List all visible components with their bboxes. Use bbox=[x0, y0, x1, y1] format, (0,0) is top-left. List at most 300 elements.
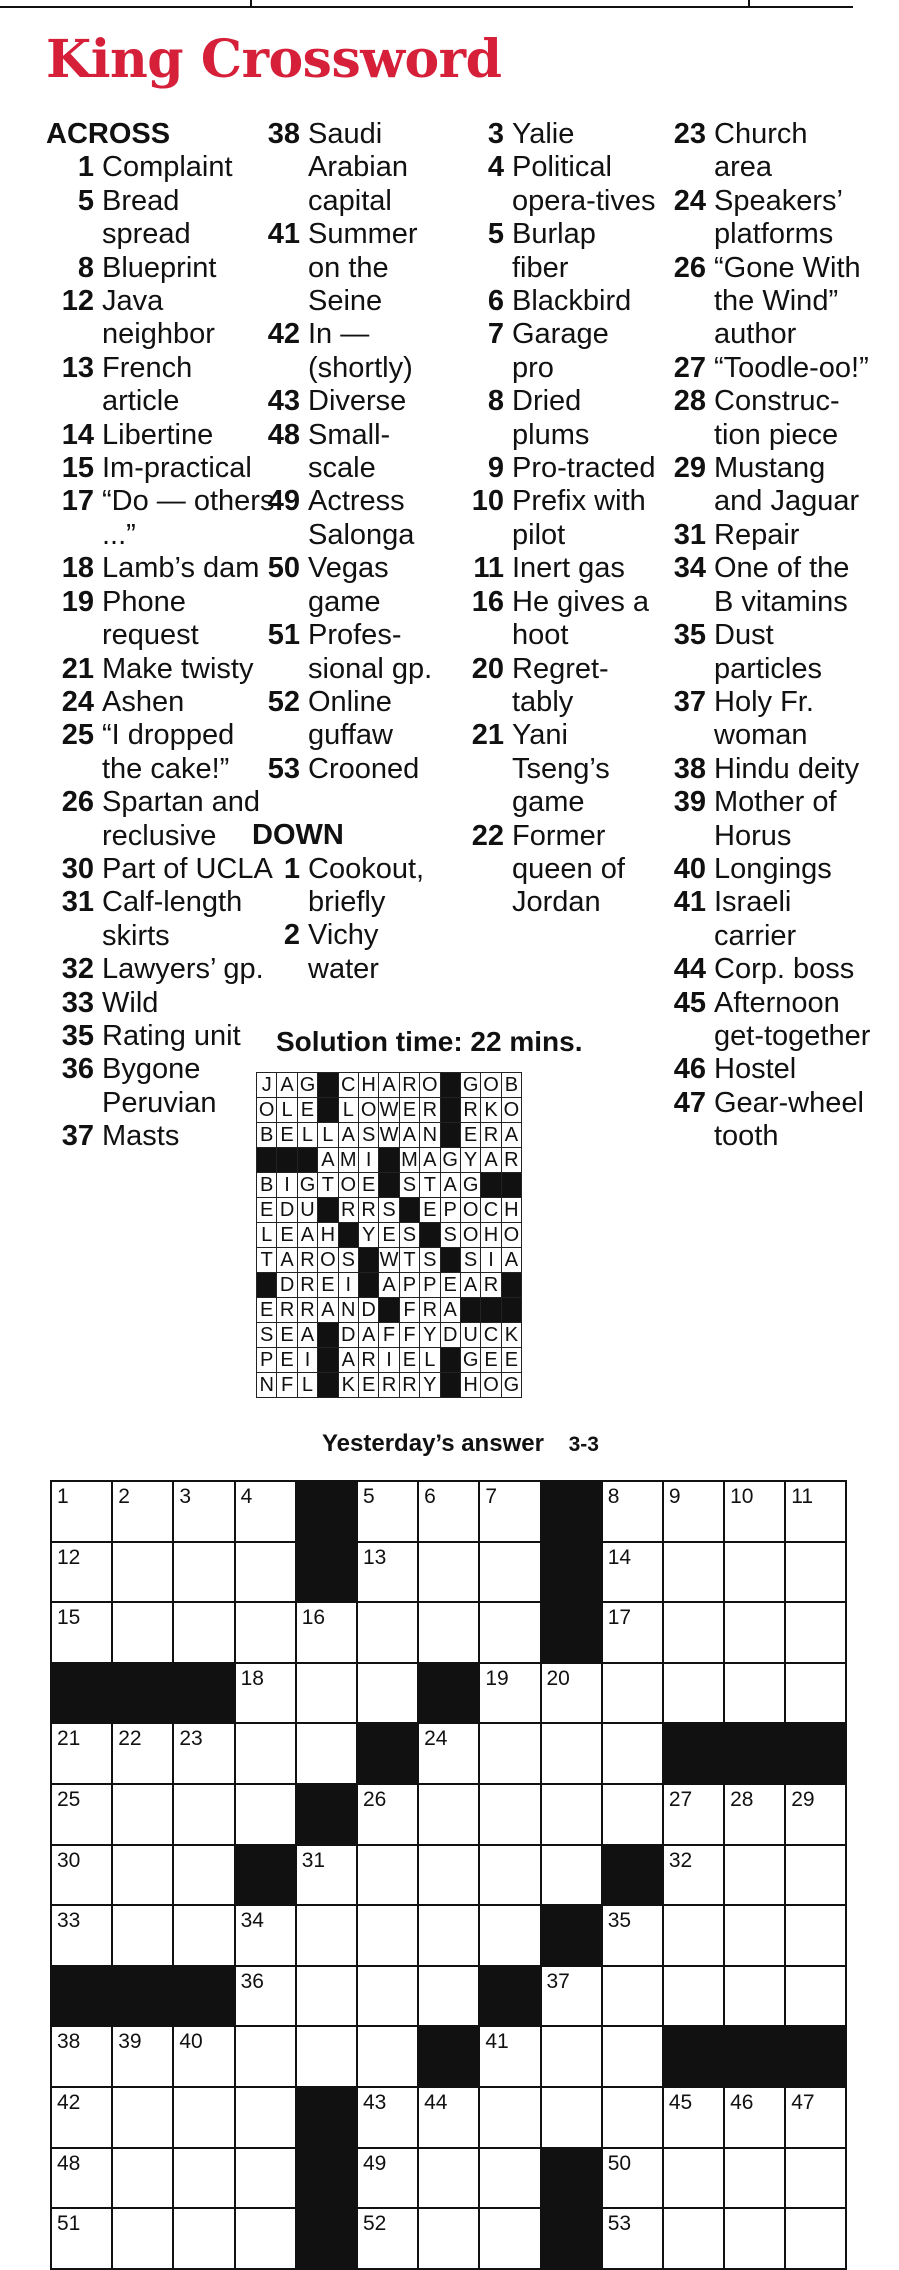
clue-number: 31 bbox=[673, 518, 706, 551]
clue-number: 52 bbox=[267, 685, 300, 718]
answer-letter-cell: I bbox=[338, 1273, 358, 1298]
grid-cell[interactable] bbox=[418, 1905, 479, 1966]
clue-text: “Do — others ...” bbox=[102, 485, 275, 551]
grid-cell[interactable] bbox=[235, 1966, 296, 2027]
answer-letter-cell: W bbox=[379, 1099, 399, 1121]
answer-letter-cell: R bbox=[338, 1198, 358, 1223]
grid-cell[interactable] bbox=[785, 2208, 846, 2269]
grid-cell[interactable] bbox=[602, 2208, 663, 2269]
grid-cell[interactable] bbox=[296, 1663, 357, 1724]
grid-black-cell bbox=[663, 2026, 724, 2087]
grid-cell[interactable] bbox=[173, 2026, 234, 2087]
grid-cell[interactable] bbox=[724, 1966, 785, 2027]
clue-item bbox=[46, 252, 276, 285]
clue-number: 46 bbox=[673, 1053, 706, 1086]
clue-text: Java neighbor bbox=[102, 285, 215, 351]
answer-black-cell bbox=[460, 1298, 480, 1323]
clue-text: Yalie bbox=[512, 118, 575, 150]
grid-cell[interactable] bbox=[602, 1542, 663, 1603]
grid-cell[interactable] bbox=[602, 1723, 663, 1784]
clue-number: 44 bbox=[673, 953, 706, 986]
cell-number: 52 bbox=[362, 2212, 387, 2236]
cell-number: 48 bbox=[57, 2151, 81, 2175]
grid-cell[interactable] bbox=[479, 2148, 540, 2209]
cell-number: 53 bbox=[607, 2212, 632, 2236]
clue-item bbox=[658, 987, 873, 1054]
grid-cell[interactable] bbox=[173, 1905, 234, 1966]
clue-item bbox=[456, 385, 656, 452]
grid-cell[interactable] bbox=[173, 1542, 234, 1603]
grid-cell[interactable] bbox=[173, 2087, 234, 2148]
grid-cell[interactable] bbox=[541, 2026, 602, 2087]
grid-cell[interactable] bbox=[663, 1966, 724, 2027]
grid-cell[interactable] bbox=[479, 2087, 540, 2148]
grid-cell[interactable] bbox=[541, 1663, 602, 1724]
answer-letter-cell: S bbox=[338, 1248, 358, 1273]
answer-letter-cell: A bbox=[318, 1148, 338, 1173]
answer-black-cell bbox=[318, 1323, 338, 1348]
clue-text: Make twisty bbox=[102, 652, 254, 685]
grid-cell[interactable] bbox=[541, 1966, 602, 2027]
grid-cell[interactable] bbox=[112, 1845, 173, 1906]
clue-text: Prefix with pilot bbox=[512, 485, 646, 551]
grid-cell[interactable] bbox=[235, 1663, 296, 1724]
grid-cell[interactable] bbox=[724, 2087, 785, 2148]
answer-letter-cell: A bbox=[379, 1273, 399, 1298]
clue-text: Regret-tably bbox=[512, 652, 609, 718]
grid-cell[interactable] bbox=[724, 1481, 785, 1542]
clue-number: 26 bbox=[673, 251, 706, 284]
clue-text: Blackbird bbox=[512, 285, 632, 318]
answer-letter-cell: S bbox=[358, 1123, 378, 1148]
clue-number: 29 bbox=[673, 452, 706, 485]
grid-cell[interactable] bbox=[418, 1723, 479, 1784]
grid-cell[interactable] bbox=[296, 1845, 357, 1906]
clue-item bbox=[252, 753, 452, 786]
answer-letter-cell: O bbox=[338, 1173, 358, 1198]
grid-cell[interactable] bbox=[785, 1784, 846, 1845]
clue-text: Church area bbox=[714, 118, 808, 184]
answer-letter-cell: H bbox=[460, 1373, 480, 1398]
cell-number: 36 bbox=[240, 1969, 264, 1993]
grid-black-cell bbox=[541, 1542, 602, 1603]
clue-text: Former queen of Jordan bbox=[512, 819, 625, 919]
grid-cell[interactable] bbox=[112, 2148, 173, 2209]
grid-cell[interactable] bbox=[602, 1966, 663, 2027]
grid-cell[interactable] bbox=[541, 2087, 602, 2148]
answer-letter-cell: S bbox=[420, 1248, 440, 1273]
answer-letter-cell: T bbox=[257, 1248, 277, 1273]
clue-item bbox=[658, 452, 873, 519]
answer-black-cell bbox=[440, 1123, 460, 1148]
answer-letter-cell: L bbox=[338, 1098, 358, 1123]
grid-cell[interactable] bbox=[51, 1784, 112, 1845]
clues-column-3 bbox=[456, 118, 656, 920]
grid-black-cell bbox=[663, 1723, 724, 1784]
clue-item bbox=[46, 419, 276, 452]
grid-black-cell bbox=[724, 2026, 785, 2087]
grid-cell[interactable] bbox=[173, 1845, 234, 1906]
grid-cell[interactable] bbox=[785, 1966, 846, 2027]
answer-letter-cell: S bbox=[460, 1248, 480, 1273]
cell-number: 17 bbox=[607, 1606, 632, 1630]
grid-cell[interactable] bbox=[479, 1905, 540, 1966]
answer-letter-cell: E bbox=[277, 1348, 297, 1373]
grid-cell[interactable] bbox=[785, 2087, 846, 2148]
grid-cell[interactable] bbox=[602, 1905, 663, 1966]
clue-number: 17 bbox=[61, 485, 94, 518]
answer-black-cell bbox=[501, 1273, 521, 1298]
answer-letter-cell: H bbox=[358, 1073, 378, 1098]
clue-text: Rating unit bbox=[102, 1019, 241, 1052]
grid-cell[interactable] bbox=[51, 1542, 112, 1603]
grid-cell[interactable] bbox=[663, 1542, 724, 1603]
grid-cell[interactable] bbox=[785, 1845, 846, 1906]
cell-number: 6 bbox=[424, 1485, 436, 1508]
grid-cell[interactable] bbox=[112, 2208, 173, 2269]
cell-number: 32 bbox=[668, 1848, 693, 1872]
answer-letter-cell: C bbox=[481, 1323, 501, 1348]
grid-cell[interactable] bbox=[785, 1481, 846, 1542]
grid-cell[interactable] bbox=[724, 2208, 785, 2269]
answer-letter-cell: A bbox=[358, 1323, 378, 1348]
grid-row bbox=[51, 2148, 846, 2209]
grid-cell[interactable] bbox=[51, 1905, 112, 1966]
grid-cell[interactable] bbox=[724, 1845, 785, 1906]
grid-cell[interactable] bbox=[235, 2087, 296, 2148]
answer-letter-cell: D bbox=[358, 1298, 378, 1323]
answer-letter-cell: Y bbox=[460, 1148, 480, 1173]
grid-black-cell bbox=[51, 1663, 112, 1724]
clue-item bbox=[46, 452, 276, 485]
answer-letter-cell: M bbox=[339, 1149, 357, 1171]
grid-row bbox=[51, 2208, 846, 2269]
clue-item bbox=[46, 185, 276, 252]
answer-black-cell bbox=[297, 1148, 317, 1173]
answer-letter-cell: A bbox=[440, 1298, 460, 1323]
cell-number: 28 bbox=[730, 1787, 754, 1811]
grid-cell[interactable] bbox=[235, 1905, 296, 1966]
answer-letter-cell: A bbox=[338, 1348, 358, 1373]
grid-cell[interactable] bbox=[479, 1542, 540, 1603]
grid-cell[interactable] bbox=[357, 1481, 418, 1542]
grid-cell[interactable] bbox=[602, 2087, 663, 2148]
answer-black-cell bbox=[379, 1148, 399, 1173]
answer-letter-cell: F bbox=[399, 1298, 419, 1323]
clue-number: 27 bbox=[673, 351, 706, 384]
grid-cell[interactable] bbox=[112, 1905, 173, 1966]
grid-cell[interactable] bbox=[418, 1542, 479, 1603]
grid-row bbox=[51, 1784, 846, 1845]
grid-cell[interactable] bbox=[724, 1905, 785, 1966]
clue-item bbox=[46, 987, 276, 1020]
grid-cell[interactable] bbox=[173, 1481, 234, 1542]
grid-cell[interactable] bbox=[296, 2026, 357, 2087]
grid-cell[interactable] bbox=[357, 1905, 418, 1966]
answer-letter-cell: A bbox=[318, 1298, 338, 1323]
answer-row bbox=[257, 1248, 522, 1273]
answer-black-cell bbox=[481, 1298, 501, 1323]
clue-item bbox=[456, 586, 656, 653]
answer-letter-cell: L bbox=[318, 1123, 338, 1148]
grid-cell[interactable] bbox=[296, 1905, 357, 1966]
grid-cell[interactable] bbox=[51, 2208, 112, 2269]
clue-text: Hindu deity bbox=[714, 752, 860, 785]
grid-cell[interactable] bbox=[418, 2208, 479, 2269]
grid-row bbox=[51, 1845, 846, 1906]
grid-cell[interactable] bbox=[418, 2087, 479, 2148]
grid-cell[interactable] bbox=[418, 1481, 479, 1542]
answer-letter-cell: A bbox=[399, 1123, 419, 1148]
answer-letter-cell: W bbox=[379, 1124, 399, 1146]
answer-row bbox=[257, 1098, 522, 1123]
grid-cell[interactable] bbox=[112, 2026, 173, 2087]
cell-number: 41 bbox=[485, 2030, 509, 2054]
cell-number: 24 bbox=[424, 1727, 448, 1751]
answer-black-cell bbox=[358, 1273, 378, 1298]
grid-cell[interactable] bbox=[541, 1845, 602, 1906]
grid-cell[interactable] bbox=[479, 2208, 540, 2269]
answer-letter-cell: A bbox=[501, 1123, 521, 1148]
answer-letter-cell: G bbox=[297, 1073, 317, 1098]
clue-text: Profes-sional gp. bbox=[308, 619, 433, 685]
grid-cell[interactable] bbox=[235, 2148, 296, 2209]
grid-cell[interactable] bbox=[357, 1845, 418, 1906]
grid-cell[interactable] bbox=[357, 2208, 418, 2269]
grid-cell[interactable] bbox=[602, 2026, 663, 2087]
grid-cell[interactable] bbox=[418, 1966, 479, 2027]
clue-number: 26 bbox=[61, 786, 94, 819]
grid-cell[interactable] bbox=[357, 2087, 418, 2148]
grid-cell[interactable] bbox=[173, 2208, 234, 2269]
grid-cell[interactable] bbox=[235, 1481, 296, 1542]
clue-item bbox=[658, 853, 873, 886]
grid-cell[interactable] bbox=[663, 1784, 724, 1845]
grid-cell[interactable] bbox=[357, 1602, 418, 1663]
clue-item bbox=[252, 118, 452, 218]
grid-cell[interactable] bbox=[663, 1845, 724, 1906]
grid-cell[interactable] bbox=[663, 1602, 724, 1663]
answer-letter-cell: N bbox=[338, 1298, 358, 1323]
grid-cell[interactable] bbox=[785, 1602, 846, 1663]
grid-cell[interactable] bbox=[235, 1784, 296, 1845]
grid-cell[interactable] bbox=[602, 1663, 663, 1724]
clue-item bbox=[46, 719, 276, 786]
answer-letter-cell: G bbox=[440, 1148, 460, 1173]
grid-cell[interactable] bbox=[173, 2148, 234, 2209]
grid-cell[interactable] bbox=[724, 1602, 785, 1663]
answer-letter-cell: O bbox=[358, 1098, 378, 1123]
clue-number: 33 bbox=[61, 986, 94, 1019]
clue-text: Bread spread bbox=[102, 184, 191, 251]
grid-cell[interactable] bbox=[479, 1784, 540, 1845]
grid-cell[interactable] bbox=[51, 1723, 112, 1784]
grid-cell[interactable] bbox=[357, 1966, 418, 2027]
answer-letter-cell: N bbox=[420, 1123, 440, 1148]
cell-number: 42 bbox=[57, 2090, 81, 2114]
grid-cell[interactable] bbox=[602, 1481, 663, 1542]
grid-cell[interactable] bbox=[724, 1784, 785, 1845]
grid-cell[interactable] bbox=[479, 1663, 540, 1724]
grid-cell[interactable] bbox=[724, 1542, 785, 1603]
grid-cell[interactable] bbox=[663, 1905, 724, 1966]
grid-cell[interactable] bbox=[51, 1481, 112, 1542]
clue-number: 50 bbox=[267, 552, 300, 585]
grid-cell[interactable] bbox=[479, 2026, 540, 2087]
answer-letter-cell: U bbox=[460, 1323, 480, 1348]
grid-cell[interactable] bbox=[418, 1602, 479, 1663]
grid-cell[interactable] bbox=[357, 2148, 418, 2209]
grid-cell[interactable] bbox=[724, 2148, 785, 2209]
answer-letter-cell: L bbox=[297, 1123, 317, 1148]
clue-text: Ashen bbox=[102, 685, 185, 718]
clue-number: 14 bbox=[61, 418, 94, 451]
cell-number: 31 bbox=[301, 1848, 326, 1872]
clue-text: “I dropped the cake!” bbox=[102, 719, 235, 785]
cell-number: 13 bbox=[362, 1545, 387, 1569]
grid-cell[interactable] bbox=[541, 1784, 602, 1845]
grid-cell[interactable] bbox=[51, 2087, 112, 2148]
grid-cell[interactable] bbox=[235, 1723, 296, 1784]
grid-cell[interactable] bbox=[663, 2087, 724, 2148]
clue-number: 47 bbox=[673, 1086, 706, 1119]
grid-cell[interactable] bbox=[785, 1905, 846, 1966]
grid-cell[interactable] bbox=[602, 2148, 663, 2209]
answer-letter-cell: O bbox=[501, 1223, 521, 1248]
top-rule-tick bbox=[748, 0, 750, 6]
answer-row bbox=[257, 1273, 522, 1298]
clue-item bbox=[252, 619, 452, 686]
clue-text: Dust particles bbox=[714, 619, 822, 685]
clue-item bbox=[658, 1053, 873, 1086]
grid-cell[interactable] bbox=[112, 1784, 173, 1845]
grid-cell[interactable] bbox=[173, 1602, 234, 1663]
grid-cell[interactable] bbox=[479, 1481, 540, 1542]
clue-number: 48 bbox=[267, 418, 300, 451]
answer-letter-cell: U bbox=[297, 1198, 317, 1223]
grid-cell[interactable] bbox=[663, 1481, 724, 1542]
answer-letter-cell: R bbox=[501, 1148, 521, 1173]
grid-cell[interactable] bbox=[479, 1845, 540, 1906]
grid-cell[interactable] bbox=[785, 2148, 846, 2209]
clue-text: Inert gas bbox=[512, 552, 625, 585]
grid-black-cell bbox=[296, 1481, 357, 1542]
grid-cell[interactable] bbox=[112, 1542, 173, 1603]
grid-black-cell bbox=[418, 2026, 479, 2087]
grid-cell[interactable] bbox=[235, 1542, 296, 1603]
answer-letter-cell: J bbox=[257, 1073, 277, 1098]
grid-cell[interactable] bbox=[357, 1663, 418, 1724]
grid-cell[interactable] bbox=[51, 1845, 112, 1906]
answer-letter-cell: I bbox=[481, 1248, 501, 1273]
grid-cell[interactable] bbox=[602, 1784, 663, 1845]
grid-cell[interactable] bbox=[724, 1663, 785, 1724]
grid-cell[interactable] bbox=[418, 1784, 479, 1845]
answer-letter-cell: E bbox=[481, 1348, 501, 1373]
grid-cell[interactable] bbox=[235, 1602, 296, 1663]
grid-cell[interactable] bbox=[173, 1784, 234, 1845]
grid-cell[interactable] bbox=[418, 2148, 479, 2209]
clue-text: Cookout, briefly bbox=[308, 852, 425, 918]
answer-letter-cell: G bbox=[460, 1073, 480, 1098]
grid-row bbox=[51, 2087, 846, 2148]
grid-black-cell bbox=[541, 1905, 602, 1966]
grid-cell[interactable] bbox=[296, 1966, 357, 2027]
grid-cell[interactable] bbox=[785, 1663, 846, 1724]
grid-cell[interactable] bbox=[296, 1602, 357, 1663]
grid-cell[interactable] bbox=[663, 2148, 724, 2209]
answer-letter-cell: S bbox=[440, 1223, 460, 1248]
answer-letter-cell: O bbox=[257, 1098, 277, 1123]
clue-number: 37 bbox=[61, 1120, 94, 1153]
clue-text: Vegas game bbox=[308, 552, 389, 618]
answer-letter-cell: Y bbox=[358, 1223, 378, 1248]
grid-cell[interactable] bbox=[296, 1723, 357, 1784]
grid-cell[interactable] bbox=[479, 1602, 540, 1663]
clue-number: 43 bbox=[267, 385, 300, 418]
cell-number: 37 bbox=[546, 1969, 570, 1993]
clue-text: Lawyers’ gp. bbox=[102, 953, 264, 986]
answer-row bbox=[257, 1198, 522, 1223]
clue-number: 35 bbox=[61, 1019, 94, 1052]
grid-cell[interactable] bbox=[235, 2208, 296, 2269]
cell-number: 15 bbox=[57, 1606, 81, 1630]
grid-cell[interactable] bbox=[51, 1602, 112, 1663]
grid-cell[interactable] bbox=[357, 1542, 418, 1603]
clue-text: Construc-tion piece bbox=[714, 385, 840, 451]
grid-cell[interactable] bbox=[173, 1723, 234, 1784]
answer-black-cell bbox=[420, 1223, 440, 1248]
grid-cell[interactable] bbox=[235, 2026, 296, 2087]
grid-cell[interactable] bbox=[602, 1602, 663, 1663]
answer-letter-cell: A bbox=[297, 1323, 317, 1348]
grid-cell[interactable] bbox=[112, 1602, 173, 1663]
answer-row bbox=[257, 1323, 522, 1348]
grid-cell[interactable] bbox=[541, 1723, 602, 1784]
grid-cell[interactable] bbox=[51, 2148, 112, 2209]
grid-cell[interactable] bbox=[785, 1542, 846, 1603]
grid-cell[interactable] bbox=[479, 1723, 540, 1784]
answer-letter-cell: R bbox=[358, 1348, 378, 1373]
clue-item bbox=[46, 151, 276, 184]
grid-cell[interactable] bbox=[663, 1663, 724, 1724]
clue-number: 32 bbox=[61, 953, 94, 986]
grid-cell[interactable] bbox=[112, 2087, 173, 2148]
grid-row bbox=[51, 1966, 846, 2027]
cell-number: 29 bbox=[791, 1787, 815, 1811]
grid-cell[interactable] bbox=[418, 1845, 479, 1906]
grid-cell[interactable] bbox=[663, 2208, 724, 2269]
clue-number: 53 bbox=[267, 752, 300, 785]
answer-letter-cell: S bbox=[379, 1198, 399, 1223]
clue-text: Gear-wheel tooth bbox=[714, 1086, 864, 1153]
grid-cell[interactable] bbox=[112, 1723, 173, 1784]
grid-cell[interactable] bbox=[51, 2026, 112, 2087]
crossword-grid[interactable] bbox=[50, 1480, 847, 2270]
grid-cell[interactable] bbox=[357, 1784, 418, 1845]
grid-cell[interactable] bbox=[357, 2026, 418, 2087]
answer-letter-cell: G bbox=[460, 1173, 480, 1198]
grid-cell[interactable] bbox=[112, 1481, 173, 1542]
clue-text: Crooned bbox=[308, 752, 420, 785]
cell-number: 10 bbox=[730, 1485, 754, 1508]
answer-letter-cell: O bbox=[460, 1223, 480, 1248]
grid-row bbox=[51, 1542, 846, 1603]
cell-number: 22 bbox=[118, 1727, 142, 1751]
answer-letter-cell: B bbox=[501, 1073, 521, 1098]
grid-black-cell bbox=[724, 1723, 785, 1784]
answer-letter-cell: A bbox=[297, 1223, 317, 1248]
